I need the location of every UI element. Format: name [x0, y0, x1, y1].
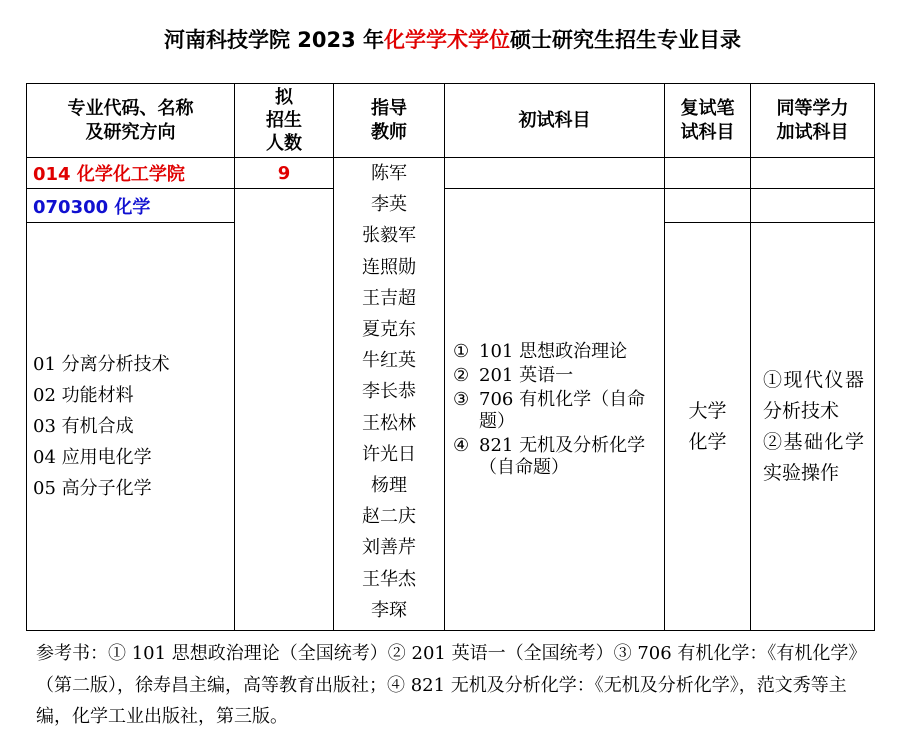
header-additional	[751, 84, 875, 158]
empty-cell	[665, 158, 751, 189]
header-retest-line2: 试科目	[680, 121, 735, 143]
page-title	[0, 26, 905, 54]
header-count	[235, 84, 334, 158]
header-major-line2: 及研究方向	[85, 121, 176, 143]
tutor-name: 李英	[371, 194, 407, 216]
header-major-line1: 专业代码、名称	[67, 97, 194, 119]
exam-subjects	[445, 189, 665, 631]
tutor-name: 赵二庆	[362, 506, 416, 528]
college-row	[27, 158, 875, 189]
research-direction: 01 分离分析技术	[33, 354, 170, 375]
header-tutor-line1: 指导	[371, 97, 407, 119]
research-direction: 04 应用电化学	[33, 447, 152, 468]
empty-cell	[445, 158, 665, 189]
tutor-name: 王华杰	[362, 568, 416, 590]
college-name: 014 化学化工学院	[27, 158, 235, 189]
header-additional-line2: 加试科目	[776, 121, 849, 143]
title-highlight: 化学学术学位	[384, 28, 511, 52]
additional-subject: ②基础化学实验操作	[763, 430, 864, 484]
tutor-name: 陈军	[371, 163, 407, 184]
enrollment-count: 9	[235, 158, 334, 189]
header-count-line3: 人数	[266, 133, 302, 154]
header-exam: 初试科目	[445, 84, 665, 158]
empty-cell	[235, 189, 334, 631]
header-row	[27, 84, 875, 158]
tutor-list	[334, 158, 445, 631]
header-tutor	[334, 84, 445, 158]
tutor-name: 王松林	[362, 412, 416, 434]
header-additional-line1: 同等学力	[776, 97, 849, 119]
tutor-name: 张毅军	[362, 225, 416, 247]
retest-subject: 大学 化学	[665, 223, 751, 631]
additional-subject: ①现代仪器分析技术	[763, 368, 864, 422]
tutor-name: 连照勋	[362, 256, 416, 278]
header-count-line2: 招生	[266, 110, 302, 131]
title-prefix: 河南科技学院 2023 年	[163, 28, 385, 52]
title-suffix: 硕士研究生招生专业目录	[510, 28, 742, 52]
reference-books: 参考书：① 101 思想政治理论（全国统考）② 201 英语一（全国统考）③ 706 有机化学：《有机化学》（第二版），徐寿昌主编，高等教育出版社；④ 821 无机及分析化学：《无机及分析化学》，范文秀等主编，化学工业出版社，第三版。	[36, 643, 867, 727]
tutor-name: 刘善芹	[362, 537, 416, 559]
research-directions	[27, 223, 235, 631]
empty-cell	[751, 189, 875, 223]
exam-subject: ① 101 思想政治理论	[453, 340, 628, 362]
research-direction: 03 有机合成	[33, 416, 134, 437]
header-retest	[665, 84, 751, 158]
major-row	[27, 189, 875, 223]
header-tutor-line2: 教师	[371, 121, 407, 143]
tutor-name: 许光日	[362, 443, 416, 465]
tutor-name: 杨理	[371, 475, 407, 497]
additional-subjects	[751, 223, 875, 631]
header-retest-line1: 复试笔	[680, 97, 735, 119]
catalog-table	[26, 83, 875, 631]
exam-subject: ② 201 英语一	[453, 364, 574, 386]
empty-cell	[751, 158, 875, 189]
header-major	[27, 84, 235, 158]
tutor-name: 李琛	[371, 599, 407, 621]
tutor-name: 牛红英	[362, 350, 416, 372]
exam-subject: ④ 821 无机及分析化学（自命题）	[453, 434, 646, 478]
tutor-name: 李长恭	[362, 381, 416, 403]
tutor-name: 夏克东	[362, 319, 416, 341]
empty-cell	[665, 189, 751, 223]
research-direction: 05 高分子化学	[33, 478, 152, 499]
exam-subject: ③ 706 有机化学（自命题）	[453, 388, 646, 432]
major-name: 070300 化学	[27, 189, 235, 223]
tutor-name: 王吉超	[362, 287, 416, 309]
header-count-line1: 拟	[275, 87, 293, 108]
research-direction: 02 功能材料	[33, 385, 134, 406]
